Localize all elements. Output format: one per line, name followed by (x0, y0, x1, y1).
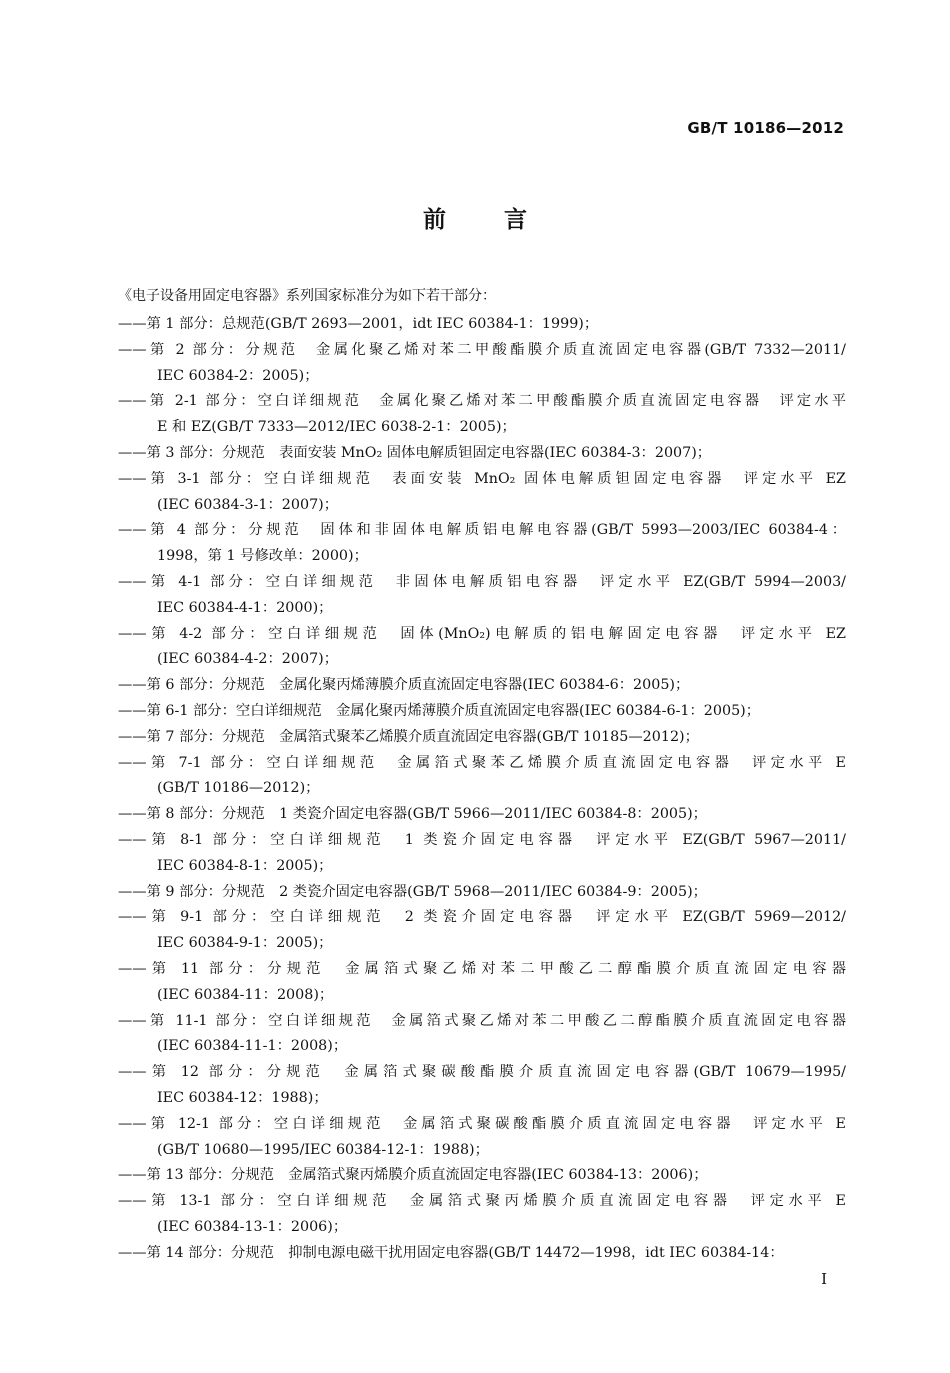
list-item-line: ——第 6-1 部分：空白详细规范 金属化聚丙烯薄膜介质直流固定电容器(IEC 60384-6-1：2005)； (118, 702, 761, 719)
list-item-line: ——第 7 部分：分规范 金属箔式聚苯乙烯膜介质直流固定电容器(GB/T 10185—2012)； (118, 728, 699, 745)
list-item-line: ——第 4-1 部分：空白详细规范 非固体电解质铝电容器 评定水平 EZ(GB/T 5994—2003/ (118, 573, 846, 590)
list-item (118, 1009, 846, 1061)
list-item-line: ——第 2-1 部分：空白详细规范 金属化聚乙烯对苯二甲酸酯膜介质直流固定电容器 评定水平 (118, 393, 846, 410)
list-item-line: ——第 13-1 部分：空白详细规范 金属箔式聚丙烯膜介质直流固定电容器 评定水平 E (118, 1193, 846, 1210)
list-item (118, 570, 846, 622)
page-title: 前言 (423, 207, 585, 233)
list-item-line: ——第 7-1 部分：空白详细规范 金属箔式聚苯乙烯膜介质直流固定电容器 评定水平 E (118, 754, 846, 771)
list-item (118, 828, 846, 880)
list-item-line: ——第 11 部分：分规范 金属箔式聚乙烯对苯二甲酸乙二醇酯膜介质直流固定电容器 (118, 960, 846, 977)
list-item-line: IEC 60384-8-1：2005)； (157, 857, 333, 874)
list-item-line: ——第 8 部分：分规范 1 类瓷介固定电容器(GB/T 5966—2011/IEC 60384-8：2005)； (118, 806, 707, 823)
list-item (118, 905, 846, 957)
list-item (118, 880, 846, 906)
list-item (118, 338, 846, 390)
list-item-line: ——第 8-1 部分：空白详细规范 1 类瓷介固定电容器 评定水平 EZ(GB/T 5967—2011/ (118, 831, 846, 848)
list-item-line: 1998，第 1 号修改单：2000)； (157, 548, 368, 565)
parts-list (118, 312, 846, 1266)
list-item (118, 389, 846, 441)
list-item-line: ——第 12 部分：分规范 金属箔式聚碳酸酯膜介质直流固定电容器(GB/T 10679—1995/ (118, 1064, 846, 1081)
intro-paragraph: 《电子设备用固定电容器》系列国家标准分为如下若干部分： (118, 288, 496, 304)
list-item-line: E 和 EZ(GB/T 7333—2012/IEC 6038-2-1：2005)； (157, 419, 516, 436)
list-item-line: (IEC 60384-3-1：2007)； (157, 496, 339, 513)
list-item-line: IEC 60384-2：2005)； (157, 367, 319, 384)
list-item-line: ——第 3-1 部分：空白详细规范 表面安装 MnO₂ 固体电解质钽固定电容器 评定水平 EZ (118, 470, 846, 487)
standard-code: GB/T 10186—2012 (687, 119, 844, 137)
list-item (118, 622, 846, 674)
list-item (118, 1163, 846, 1189)
list-item-line: (IEC 60384-4-2：2007)； (157, 651, 339, 668)
list-item (118, 1060, 846, 1112)
list-item-line: IEC 60384-4-1：2000)； (157, 599, 333, 616)
list-item-line: ——第 9 部分：分规范 2 类瓷介固定电容器(GB/T 5968—2011/IEC 60384-9：2005)； (118, 883, 707, 900)
list-item-line: ——第 3 部分：分规范 表面安装 MnO₂ 固体电解质钽固定电容器(IEC 60384-3：2007)； (118, 444, 712, 461)
list-item-line: IEC 60384-12：1988)； (157, 1089, 328, 1106)
list-item (118, 467, 846, 519)
list-item-line: (IEC 60384-13-1：2006)； (157, 1218, 348, 1235)
page-number: I (821, 1270, 827, 1288)
list-item (118, 751, 846, 803)
list-item (118, 699, 846, 725)
list-item-line: ——第 4-2 部分：空白详细规范 固体(MnO₂)电解质的铝电解固定电容器 评定水平 EZ (118, 625, 846, 642)
list-item-line: ——第 2 部分：分规范 金属化聚乙烯对苯二甲酸酯膜介质直流固定电容器(GB/T 7332—2011/ (118, 341, 846, 358)
list-item-line: ——第 4 部分：分规范 固体和非固体电解质铝电解电容器(GB/T 5993—2003/IEC 60384-4： (118, 522, 846, 539)
list-item-line: ——第 11-1 部分：空白详细规范 金属箔式聚乙烯对苯二甲酸乙二醇酯膜介质直流固定电容器 (118, 1012, 846, 1029)
list-item (118, 957, 846, 1009)
list-item-line: (GB/T 10186—2012)； (157, 780, 320, 797)
list-item (118, 1241, 846, 1267)
list-item (118, 518, 846, 570)
list-item (118, 1189, 846, 1241)
list-item-line: ——第 6 部分：分规范 金属化聚丙烯薄膜介质直流固定电容器(IEC 60384-6：2005)； (118, 677, 690, 694)
list-item (118, 673, 846, 699)
list-item (118, 802, 846, 828)
list-item-line: (GB/T 10680—1995/IEC 60384-12-1：1988)； (157, 1141, 489, 1158)
list-item (118, 1112, 846, 1164)
list-item-line: ——第 14 部分：分规范 抑制电源电磁干扰用固定电容器(GB/T 14472—1998，idt IEC 60384-14： (118, 1244, 784, 1261)
list-item (118, 725, 846, 751)
list-item (118, 312, 846, 338)
list-item (118, 441, 846, 467)
list-item-line: (IEC 60384-11-1：2008)； (157, 1038, 348, 1055)
list-item-line: ——第 9-1 部分：空白详细规范 2 类瓷介固定电容器 评定水平 EZ(GB/T 5969—2012/ (118, 909, 846, 926)
list-item-line: ——第 13 部分：分规范 金属箔式聚丙烯膜介质直流固定电容器(IEC 60384-13：2006)； (118, 1167, 708, 1184)
list-item-line: (IEC 60384-11：2008)； (157, 986, 334, 1003)
list-item-line: ——第 1 部分：总规范(GB/T 2693—2001，idt IEC 60384-1：1999)； (118, 316, 599, 332)
list-item-line: ——第 12-1 部分：空白详细规范 金属箔式聚碳酸酯膜介质直流固定电容器 评定水平 E (118, 1115, 846, 1132)
list-item-line: IEC 60384-9-1：2005)； (157, 935, 333, 952)
